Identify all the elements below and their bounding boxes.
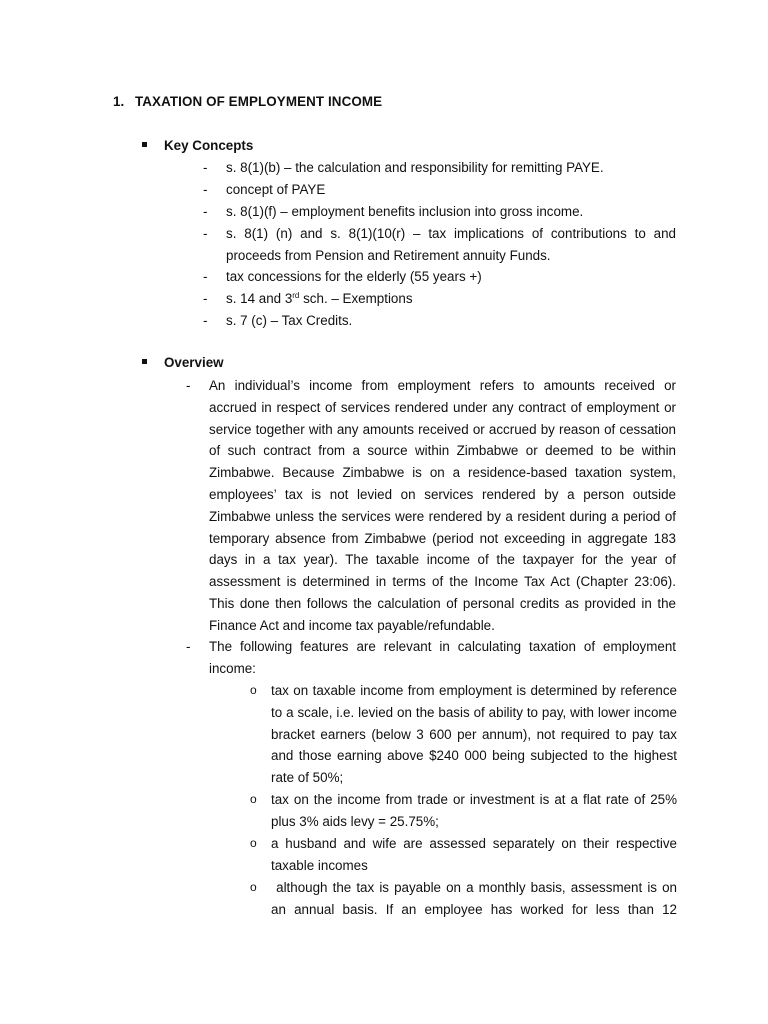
item-text-post: sch. – Exemptions (299, 291, 413, 306)
key-concept-item: s. 8(1) (n) and s. 8(1)(10(r) – tax implications of contributions to and proceeds from Pension and Retirement annuity Funds. (226, 226, 676, 263)
key-concept-item: s. 8(1)(b) – the calculation and responsibility for remitting PAYE. (226, 160, 604, 175)
dash-marker: - (186, 639, 191, 654)
circle-bullet-icon: o (250, 792, 257, 806)
section-heading (113, 94, 382, 109)
feature-item: a husband and wife are assessed separately on their respective taxable incomes (271, 836, 677, 873)
square-bullet-icon (142, 359, 147, 364)
feature-item: although the tax is payable on a monthly basis, assessment is on an annual basis. If an employee has worked for less than 12 (271, 880, 681, 917)
overview-paragraph: The following features are relevant in calculating taxation of employment income: (209, 639, 676, 676)
key-concept-item (226, 288, 678, 310)
circle-bullet-icon: o (250, 880, 257, 894)
square-bullet-icon (142, 142, 147, 147)
dash-marker: - (203, 313, 208, 328)
dash-marker: - (203, 204, 208, 219)
feature-item: tax on the income from trade or investment is at a flat rate of 25% plus 3% aids levy = 25.75%; (271, 792, 677, 829)
circle-bullet-icon: o (250, 683, 257, 697)
section-number: 1. (113, 94, 125, 109)
dash-marker: - (186, 378, 191, 393)
key-concept-item: s. 7 (c) – Tax Credits. (226, 313, 353, 328)
item-text-pre: s. 14 and 3 (226, 291, 293, 306)
dash-marker: - (203, 160, 208, 175)
overview-paragraph: An individual’s income from employment refers to amounts received or accrued in respect of services rendered under any contract of employment or service together with any amounts received or accrued by reason of cessation of such contract from a source within Zimbabwe or deemed to be within Zimbabwe. Because Zimbabwe is on a residence-based taxation system, employees’ tax is not levied on services rendered by a person outside Zimbabwe unless the services were rendered by a resident during a period of temporary absence from Zimbabwe (period not exceeding in aggregate 183 days in a tax year). The taxable income of the taxpayer for the year of assessment is determined in terms of the Income Tax Act (Chapter 23:06). This done then follows the calculation of personal credits as provided in the Finance Act and income tax payable/refundable. (209, 378, 676, 633)
key-concepts-title: Key Concepts (164, 138, 254, 153)
dash-marker: - (203, 226, 208, 241)
key-concept-item: s. 8(1)(f) – employment benefits inclusion into gross income. (226, 204, 584, 219)
feature-item: tax on taxable income from employment is determined by reference to a scale, i.e. levied on the basis of ability to pay, with lower income bracket earners (below 3 600 per annum), not required to pay tax and those earning above $240 000 being subjected to the highest rate of 50%; (271, 683, 677, 786)
circle-bullet-icon: o (250, 836, 257, 850)
key-concept-item: concept of PAYE (226, 182, 326, 197)
dash-marker: - (203, 182, 208, 197)
overview-title: Overview (164, 355, 224, 370)
dash-marker: - (203, 291, 208, 306)
dash-marker: - (203, 269, 208, 284)
section-title: TAXATION OF EMPLOYMENT INCOME (135, 94, 383, 109)
key-concept-item: tax concessions for the elderly (55 years +) (226, 269, 482, 284)
item-text-sup: rd (292, 291, 300, 300)
